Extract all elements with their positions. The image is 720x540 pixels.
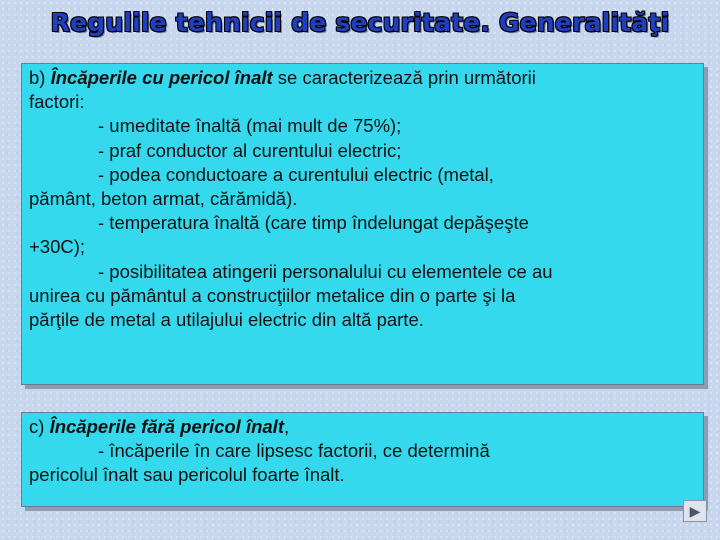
panel-b-prefix: b) bbox=[29, 67, 46, 88]
panel-c-prefix: c) bbox=[29, 416, 45, 437]
next-slide-button[interactable] bbox=[683, 500, 707, 522]
list-item-missing-factors-cont: pericolul înalt sau pericolul foarte înalt. bbox=[29, 464, 345, 486]
panel-c-first-line bbox=[29, 415, 695, 439]
list-item-temperature: - temperatura înaltă (care timp îndelungat depăşeşte bbox=[98, 212, 529, 234]
panel-b-line1-rest: se caracterizează prin următorii bbox=[272, 67, 536, 88]
slide-title: Regulile tehnicii de securitate. Generalităţi bbox=[50, 8, 670, 37]
list-item-temperature-cont: +30C); bbox=[29, 236, 86, 258]
panel-b-line2: factori: bbox=[29, 91, 85, 113]
list-item-floor: - podea conductoare a curentului electric (metal, bbox=[98, 163, 494, 185]
list-item-missing-factors: - încăperile în care lipsesc factorii, ce determină bbox=[98, 440, 490, 462]
list-item-dust: - praf conductor al curentului electric; bbox=[98, 139, 402, 161]
panel-b-first-line bbox=[29, 66, 695, 90]
panel-c-line1-rest: , bbox=[283, 416, 290, 437]
play-next-icon: ▶ bbox=[689, 502, 701, 519]
list-item-floor-cont: pământ, beton armat, cărămidă). bbox=[29, 188, 298, 210]
text-panel-no-high-risk bbox=[21, 412, 704, 507]
panel-c-heading: Încăperile fără pericol înalt bbox=[49, 416, 284, 437]
list-item-contact-cont1: unirea cu pământul a construcţiilor metalice din o parte şi la bbox=[29, 284, 516, 306]
list-item-contact: - posibilitatea atingerii personalului cu elementele ce au bbox=[98, 260, 553, 282]
list-item-humidity: - umeditate înaltă (mai mult de 75%); bbox=[98, 115, 402, 137]
panel-b-heading: Încăperile cu pericol înalt bbox=[50, 67, 273, 88]
text-panel-high-risk bbox=[21, 63, 704, 385]
list-item-contact-cont2: părţile de metal a utilajului electric din altă parte. bbox=[29, 309, 424, 331]
